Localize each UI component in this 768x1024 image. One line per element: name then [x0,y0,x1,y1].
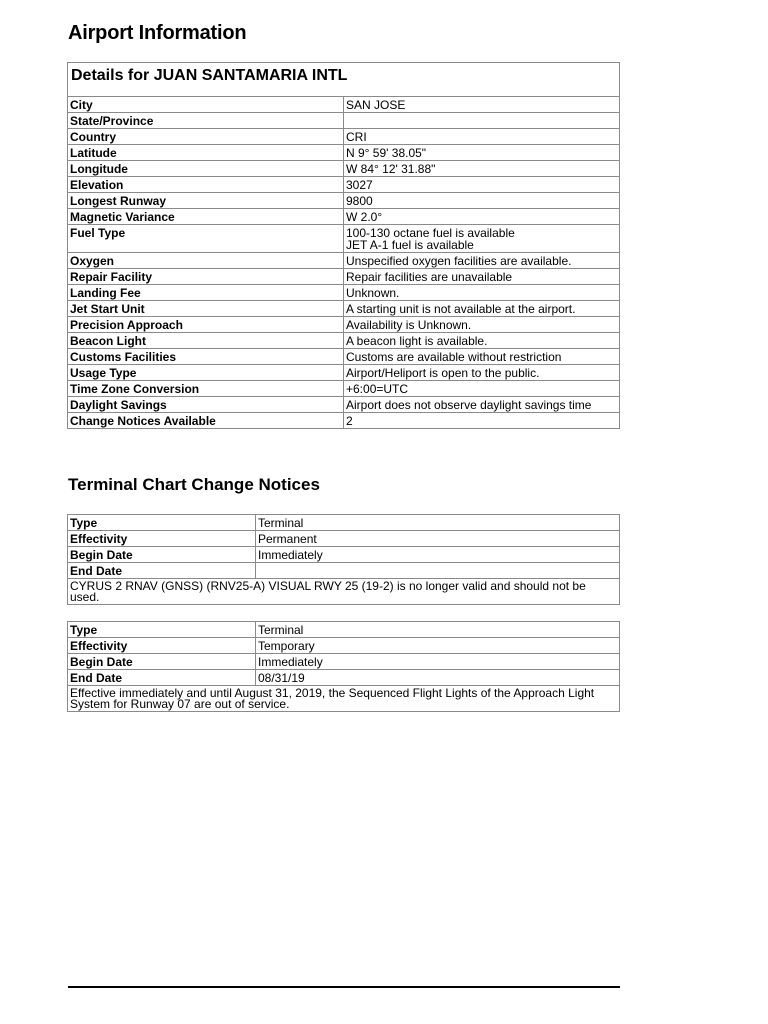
table-row [68,129,620,145]
details-header: Details for JUAN SANTAMARIA INTL [68,63,620,97]
row-value: W 84° 12' 31.88" [344,161,620,177]
row-value: Terminal [256,622,620,638]
row-value: Permanent [256,531,620,547]
row-value: Airport does not observe daylight savings time [344,397,620,413]
change-notice-table [67,514,620,605]
table-row [68,563,620,579]
table-row [68,285,620,301]
row-value: Temporary [256,638,620,654]
table-row [68,622,620,638]
row-label: Usage Type [68,365,344,381]
table-row [68,209,620,225]
table-row [68,547,620,563]
table-row [68,225,620,253]
row-value: Terminal [256,515,620,531]
table-row [68,97,620,113]
row-label: Jet Start Unit [68,301,344,317]
notices-title: Terminal Chart Change Notices [68,475,320,494]
table-row [68,397,620,413]
row-label: Type [68,622,256,638]
row-label: City [68,97,344,113]
table-row [68,349,620,365]
table-row [68,531,620,547]
page-title: Airport Information [68,22,247,44]
row-value [344,113,620,129]
row-label: Magnetic Variance [68,209,344,225]
row-label: Daylight Savings [68,397,344,413]
table-row [68,654,620,670]
row-label: State/Province [68,113,344,129]
table-row [68,365,620,381]
row-value [344,225,620,253]
row-value: 9800 [344,193,620,209]
row-label: Change Notices Available [68,413,344,429]
row-label: Type [68,515,256,531]
notice-text-row [68,686,620,712]
row-value: Unknown. [344,285,620,301]
table-row [68,515,620,531]
table-row [68,381,620,397]
table-row [68,145,620,161]
row-value: Availability is Unknown. [344,317,620,333]
row-label: Repair Facility [68,269,344,285]
row-label: Effectivity [68,531,256,547]
row-label: Longest Runway [68,193,344,209]
row-label: Longitude [68,161,344,177]
table-row [68,413,620,429]
row-value: Unspecified oxygen facilities are available. [344,253,620,269]
row-value: 08/31/19 [256,670,620,686]
row-value: A starting unit is not available at the airport. [344,301,620,317]
table-row [68,670,620,686]
details-header-row [68,63,620,97]
row-label: Beacon Light [68,333,344,349]
row-value: N 9° 59' 38.05" [344,145,620,161]
row-label: End Date [68,670,256,686]
row-value: Airport/Heliport is open to the public. [344,365,620,381]
row-value: 3027 [344,177,620,193]
row-label: Precision Approach [68,317,344,333]
row-value: +6:00=UTC [344,381,620,397]
row-label: Time Zone Conversion [68,381,344,397]
row-value: Repair facilities are unavailable [344,269,620,285]
row-value: Immediately [256,654,620,670]
row-value: Customs are available without restriction [344,349,620,365]
row-value: Immediately [256,547,620,563]
table-row [68,301,620,317]
table-row [68,253,620,269]
notice-text: CYRUS 2 RNAV (GNSS) (RNV25-A) VISUAL RWY 25 (19-2) is no longer valid and should not be used. [68,579,620,605]
table-row [68,113,620,129]
row-value-line: JET A-1 fuel is available [346,238,474,252]
row-value: SAN JOSE [344,97,620,113]
row-value: W 2.0° [344,209,620,225]
table-row [68,269,620,285]
row-label: Oxygen [68,253,344,269]
row-label: Begin Date [68,654,256,670]
row-label: Latitude [68,145,344,161]
row-label: Country [68,129,344,145]
row-value [256,563,620,579]
airport-details-table [67,62,620,429]
table-row [68,317,620,333]
table-row [68,161,620,177]
footer-rule [68,986,620,988]
row-label: Elevation [68,177,344,193]
row-label: Effectivity [68,638,256,654]
row-value: 2 [344,413,620,429]
row-value: CRI [344,129,620,145]
row-label: Begin Date [68,547,256,563]
table-row [68,638,620,654]
change-notice-table [67,621,620,712]
row-label: End Date [68,563,256,579]
notice-text-row [68,579,620,605]
table-row [68,333,620,349]
row-label: Fuel Type [68,225,344,253]
row-label: Landing Fee [68,285,344,301]
table-row [68,193,620,209]
notice-text: Effective immediately and until August 31, 2019, the Sequenced Flight Lights of the Approach Light System for Runway 07 are out of service. [68,686,620,712]
row-value-line: 100-130 octane fuel is available [346,226,515,240]
row-label: Customs Facilities [68,349,344,365]
row-value: A beacon light is available. [344,333,620,349]
table-row [68,177,620,193]
